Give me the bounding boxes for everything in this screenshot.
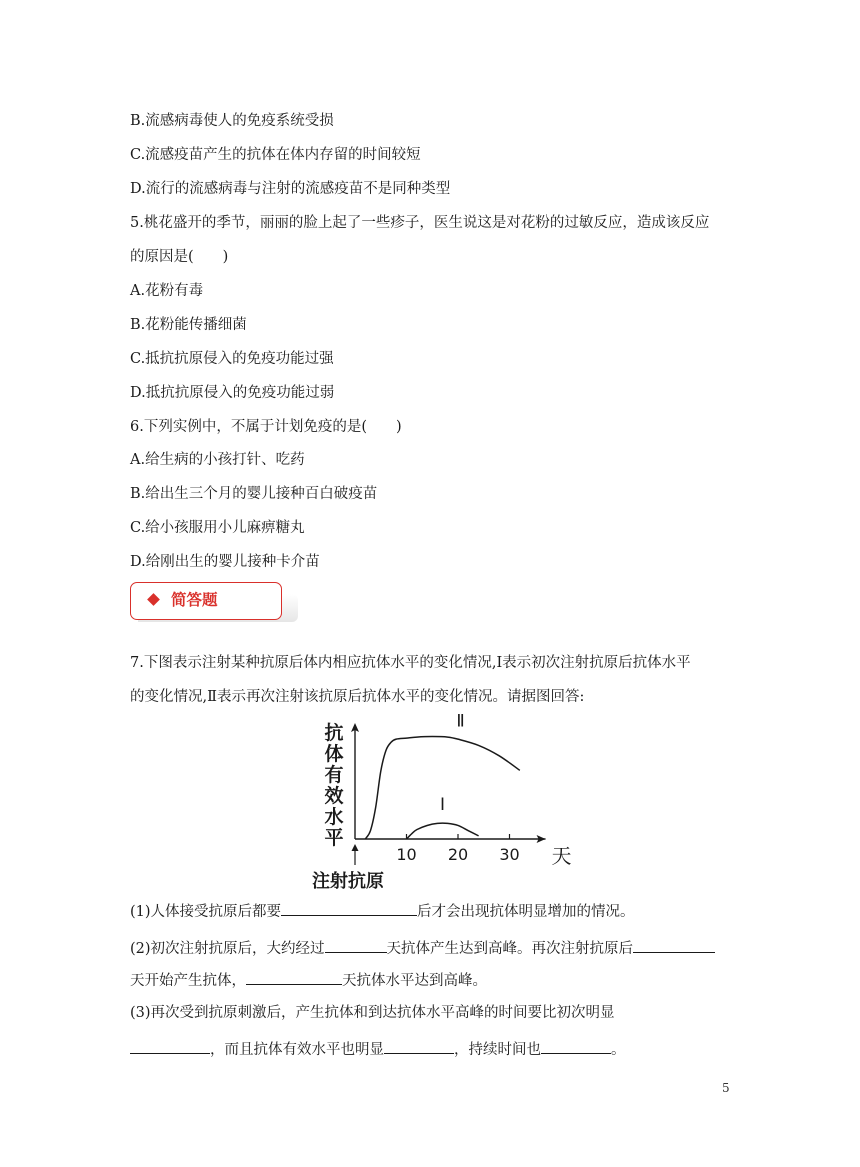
x-tick-label: 30 bbox=[499, 845, 520, 864]
section-header-short-answer bbox=[130, 582, 282, 620]
q7-part3-text-b: ，而且抗体有效水平也明显 bbox=[210, 1042, 384, 1058]
q7-stem-line2: 的变化情况,Ⅱ表示再次注射该抗原后抗体水平的变化情况。请据图回答: bbox=[130, 689, 585, 705]
x-axis-label: 天 bbox=[551, 844, 572, 868]
answer-blank-4[interactable] bbox=[246, 968, 342, 985]
q7-part3-text-c: ，持续时间也 bbox=[454, 1042, 541, 1058]
q6-option-b: B.给出生三个月的婴儿接种百白破疫苗 bbox=[130, 486, 378, 502]
y-axis-label-char: 体 bbox=[324, 743, 344, 765]
q4-option-c: C.流感疫苗产生的抗体在体内存留的时间较短 bbox=[130, 147, 421, 163]
answer-blank-5[interactable] bbox=[130, 1037, 210, 1054]
q6-stem: 6.下列实例中，不属于计划免疫的是( ) bbox=[130, 419, 402, 435]
q4-option-d: D.流行的流感病毒与注射的流感疫苗不是同种类型 bbox=[130, 181, 451, 197]
q4-option-b: B.流感病毒使人的免疫系统受损 bbox=[130, 113, 334, 129]
x-tick-label: 20 bbox=[447, 845, 469, 864]
diamond-icon bbox=[147, 593, 160, 606]
q7-part3-text-d: 。 bbox=[611, 1042, 626, 1058]
injection-arrowhead bbox=[352, 844, 359, 851]
q7-part2-line1 bbox=[130, 936, 715, 959]
page-number: 5 bbox=[722, 1081, 730, 1095]
q5-stem-line2: 的原因是( ) bbox=[130, 249, 229, 265]
y-axis-label-char: 水 bbox=[324, 806, 344, 828]
q7-part1-text-b: 后才会出现抗体明显增加的情况。 bbox=[417, 904, 635, 920]
answer-blank-6[interactable] bbox=[384, 1037, 454, 1054]
q5-option-a: A.花粉有毒 bbox=[130, 283, 204, 299]
series-line-1 bbox=[407, 823, 479, 839]
y-axis-label-char: 效 bbox=[324, 785, 344, 807]
injection-label: 注射抗原 bbox=[312, 871, 384, 892]
series-label-2: Ⅱ bbox=[456, 711, 465, 732]
q6-option-c: C.给小孩服用小儿麻痹糖丸 bbox=[130, 520, 305, 536]
q7-part2-text-c: 天开始产生抗体， bbox=[130, 973, 246, 989]
y-axis-label bbox=[324, 721, 343, 849]
q7-part2-text-d: 天抗体水平达到高峰。 bbox=[342, 973, 487, 989]
q7-part2-line2 bbox=[130, 968, 487, 991]
answer-blank-1[interactable] bbox=[281, 899, 417, 916]
q5-stem-line1: 5.桃花盛开的季节，丽丽的脸上起了一些疹子，医生说这是对花粉的过敏反应，造成该反应 bbox=[130, 215, 710, 231]
y-axis-label-char: 平 bbox=[324, 827, 344, 849]
q7-part2-text-b: 天抗体产生达到高峰。再次注射抗原后 bbox=[386, 941, 634, 957]
antibody-level-chart bbox=[300, 711, 572, 895]
y-axis-label-char: 有 bbox=[324, 764, 344, 786]
q7-part2-text-a: (2)初次注射抗原后，大约经过 bbox=[130, 941, 325, 957]
answer-blank-2[interactable] bbox=[325, 936, 387, 953]
q5-option-c: C.抵抗抗原侵入的免疫功能过强 bbox=[130, 351, 334, 367]
q7-part1-text-a: (1)人体接受抗原后都要 bbox=[130, 904, 282, 920]
y-axis-label-char: 抗 bbox=[324, 722, 344, 744]
q7-part1 bbox=[130, 899, 635, 922]
chart-axes bbox=[351, 723, 546, 865]
q6-option-d: D.给刚出生的婴儿接种卡介苗 bbox=[130, 554, 320, 570]
q6-option-a: A.给生病的小孩打针、吃药 bbox=[130, 452, 305, 468]
answer-blank-3[interactable] bbox=[633, 936, 715, 953]
x-tick-label: 10 bbox=[396, 845, 417, 864]
series-label-1: Ⅰ bbox=[440, 794, 446, 815]
section-title: 简答题 bbox=[171, 591, 218, 609]
q5-option-d: D.抵抗抗原侵入的免疫功能过弱 bbox=[130, 385, 335, 401]
series-layer bbox=[365, 712, 520, 839]
q7-stem-line1: 7.下图表示注射某种抗原后体内相应抗体水平的变化情况,Ⅰ表示初次注射抗原后抗体水平 bbox=[130, 655, 691, 671]
q7-part3-line1: (3)再次受到抗原刺激后，产生抗体和到达抗体水平高峰的时间要比初次明显 bbox=[130, 1005, 615, 1021]
q5-option-b: B.花粉能传播细菌 bbox=[130, 317, 247, 333]
answer-blank-7[interactable] bbox=[541, 1037, 611, 1054]
q7-part3-line2 bbox=[130, 1037, 626, 1060]
